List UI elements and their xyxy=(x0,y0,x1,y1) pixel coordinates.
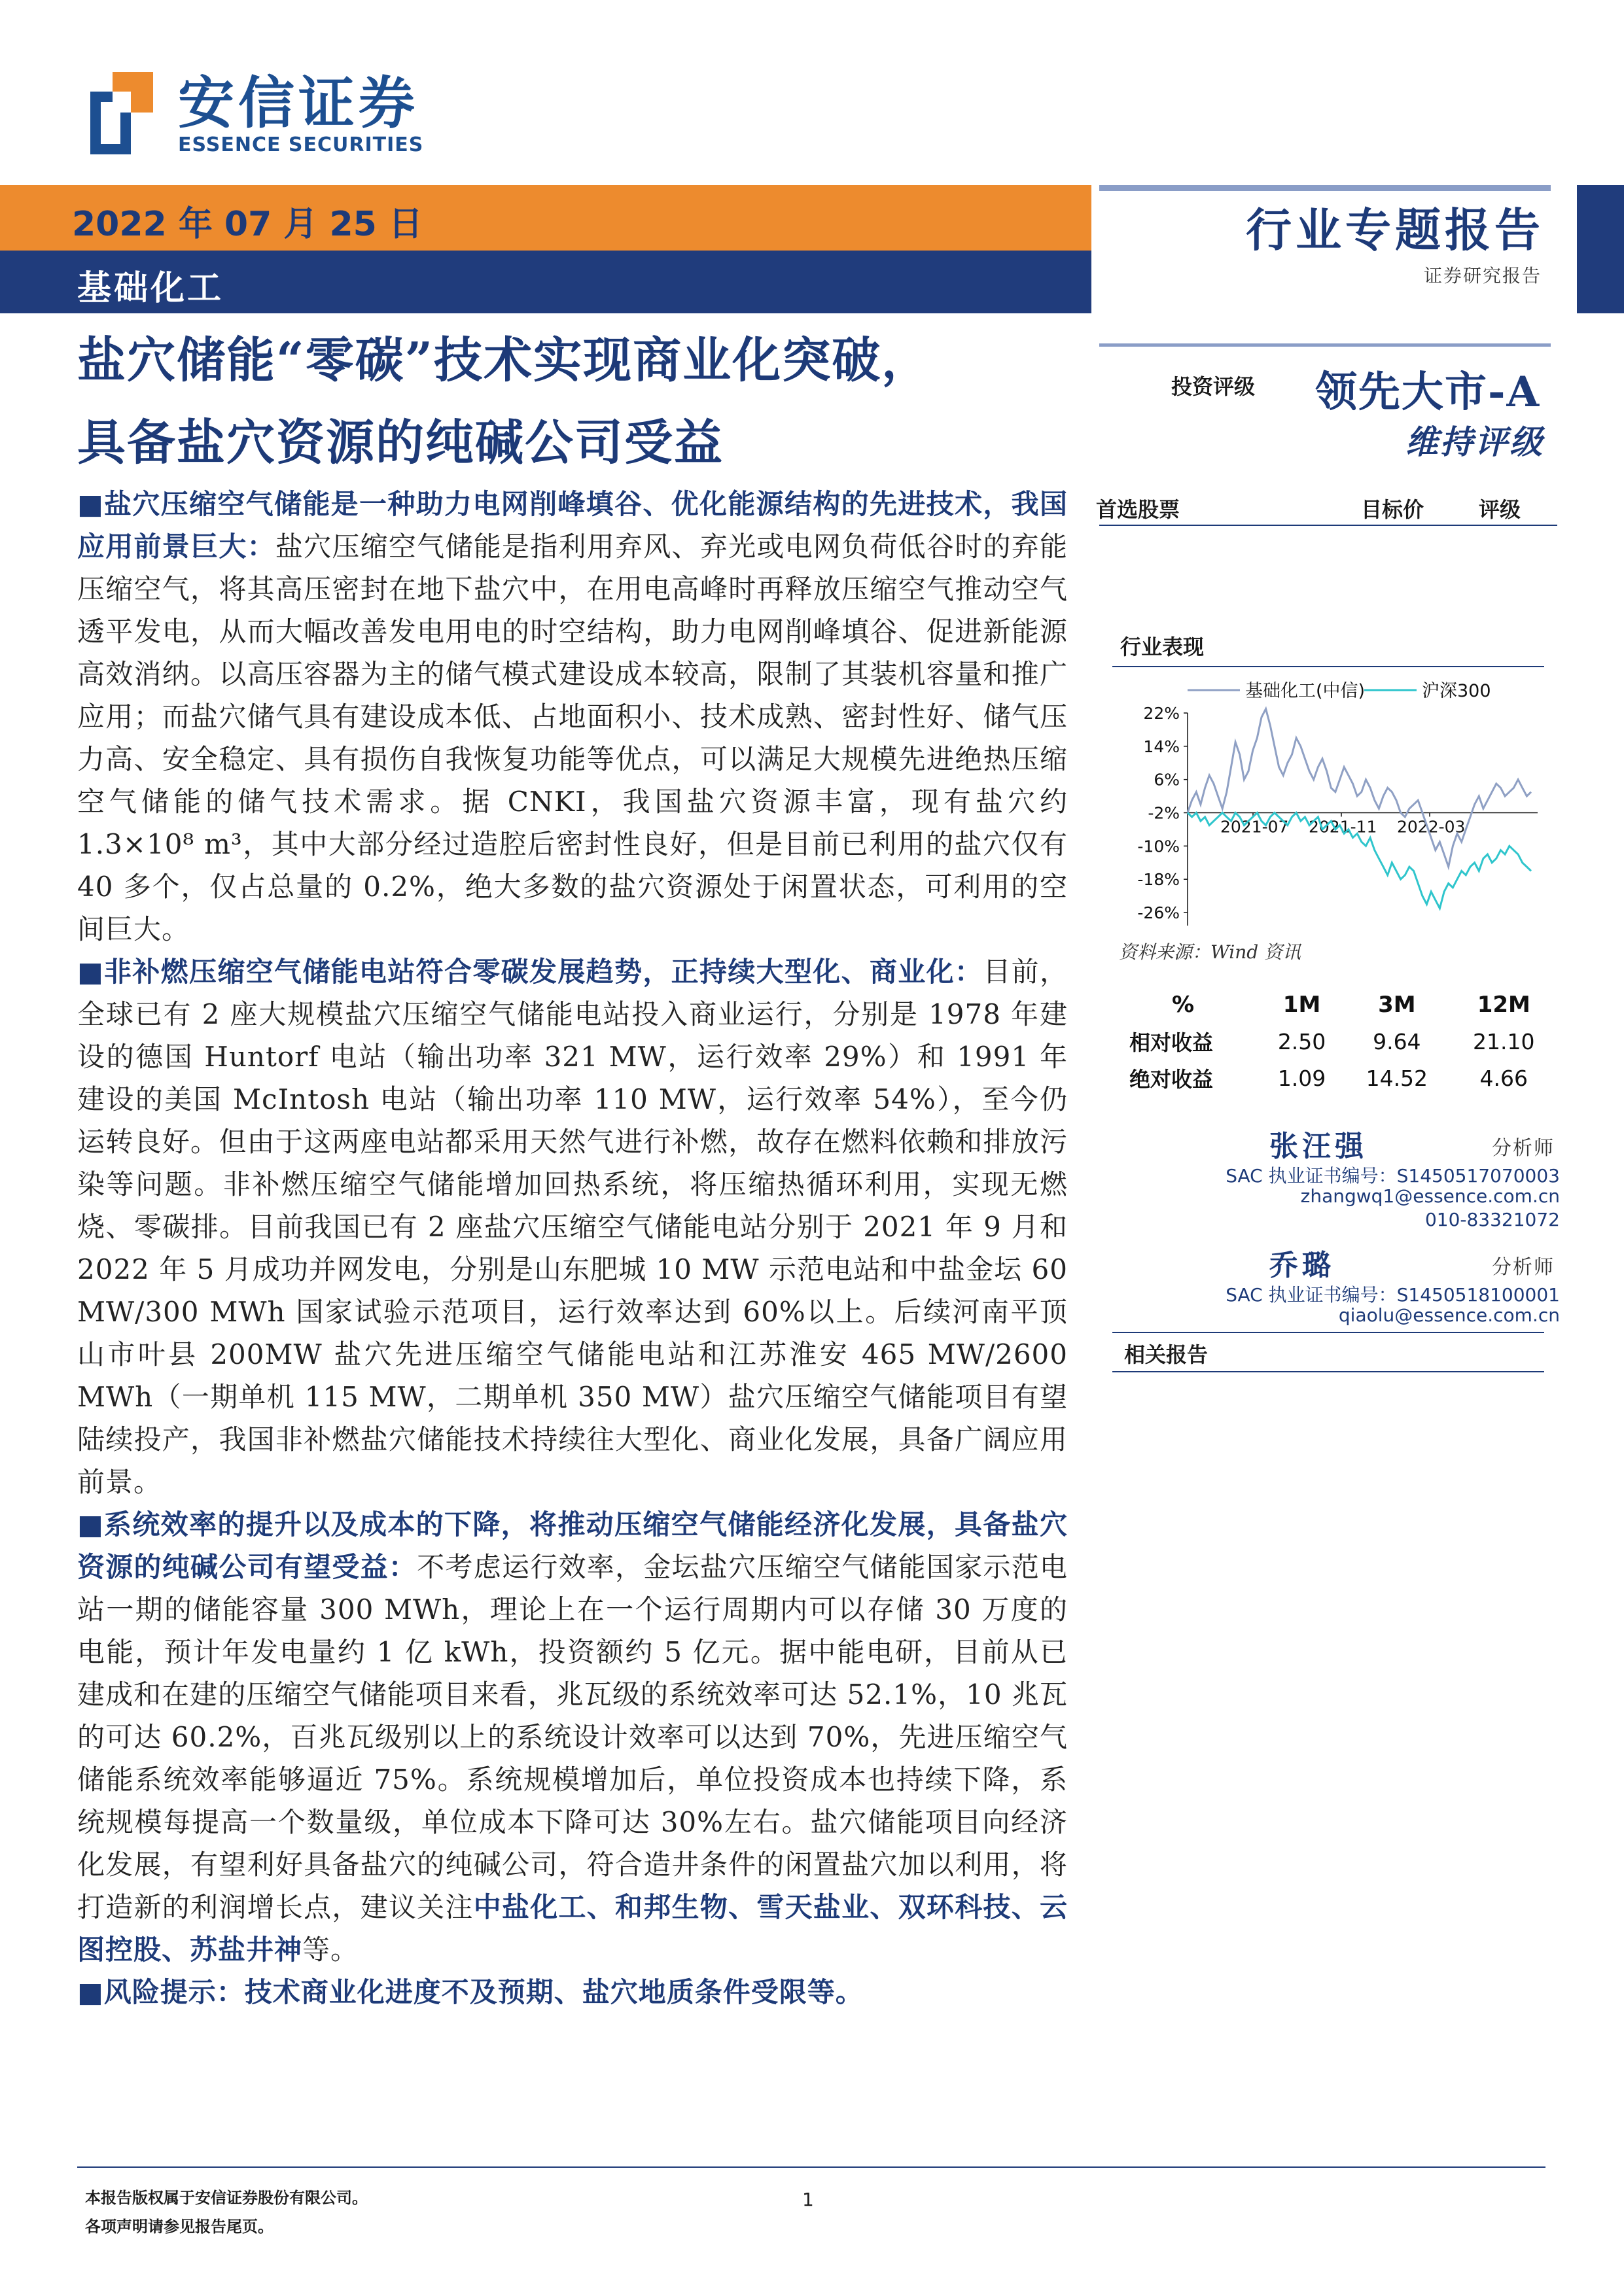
footer-disclaimer: 各项声明请参见报告尾页。 xyxy=(85,2217,274,2236)
y-tick-label: -2% xyxy=(1148,803,1180,823)
report-body xyxy=(77,483,1068,2013)
analyst-email[interactable]: zhangwq1@essence.com.cn xyxy=(1300,1185,1560,1207)
paragraph-text: 不考虑运行效率，金坛盐穴压缩空气储能国家示范电站一期的储能容量 300 MWh，理论上在一个运行周期内可以存储 30 万度的电能，预计年发电量约 1 亿 kWh，投资额约 5 亿元。据中能电研，目前从已建成和在建的压缩空气储能项目来看，兆瓦级的系统效率可达 52.1%，10 兆瓦的可达 60.2%，百兆瓦级别以上的系统设计效率可以达到 70%，先进压缩空气储能系统效率能够逼近 75%。系统规模增加后，单位投资成本也持续下降，系统规模每提高一个数量级，单位成本下降可达 30%左右。盐穴储能项目向经济化发展，有望利好具备盐穴的纯碱公司，符合造井条件的闲置盐穴加以利用，将打造新的利润增长点，建议关注 xyxy=(77,1551,1068,1923)
performance-cell: 21.10 xyxy=(1473,1028,1535,1054)
report-type: 行业专题报告 xyxy=(1246,203,1544,257)
performance-cell: 4.66 xyxy=(1479,1065,1528,1091)
rating-label: 投资评级 xyxy=(1171,374,1256,399)
legend-label: 沪深300 xyxy=(1422,681,1491,701)
analyst-sac: SAC 执业证书编号：S1450518100001 xyxy=(1226,1284,1560,1306)
performance-header-cell: 3M xyxy=(1378,992,1416,1018)
industry-heading: 行业表现 xyxy=(1120,635,1205,659)
side-accent-bar xyxy=(1577,185,1624,313)
y-tick-label: 14% xyxy=(1143,737,1180,756)
body-paragraph xyxy=(77,950,1068,1503)
analyst-role: 分析师 xyxy=(1492,1137,1555,1160)
report-date: 2022 年 07 月 25 日 xyxy=(72,205,423,244)
x-tick-label: 2021-07 xyxy=(1220,817,1289,837)
performance-cell: 2.50 xyxy=(1277,1028,1326,1054)
paragraph-text: 盐穴压缩空气储能是指利用弃风、弃光或电网负荷低谷时的弃能压缩空气，将其高压密封在地下盐穴中，在用电高峰时再释放压缩空气推动空气透平发电，从而大幅改善发电用电的时空结构，助力电网削峰填谷、促进新能源高效消纳。以高压容器为主的储气模式建设成本较高，限制了其装机容量和推广应用；而盐穴储气具有建设成本低、占地面积小、技术成熟、密封性好、储气压力高、安全稳定、具有损伤自我恢复功能等优点，可以满足大规模先进绝热压缩空气储能的储气技术需求。据 CNKI，我国盐穴资源丰富，现有盐穴约 1.3×10⁸ m³，其中大部分经过造腔后密封性良好，但是目前已利用的盐穴仅有 40 多个，仅占总量的 0.2%，绝大多数的盐穴资源处于闲置状态，可利用的空间巨大。 xyxy=(77,531,1068,945)
recommended-stocks: 中盐化工、和邦生物、雪天盐业、双环科技、云图控股、苏盐井神 xyxy=(77,1891,1068,1966)
paragraph-lead: 非补燃压缩空气储能电站符合零碳发展趋势，正持续大型化、商业化： xyxy=(104,956,983,988)
performance-cell: 1.09 xyxy=(1277,1065,1326,1091)
logo-chinese: 安信证券 xyxy=(178,71,419,136)
picks-col-stock: 首选股票 xyxy=(1096,497,1180,522)
paragraph-text: 等。 xyxy=(302,1934,359,1966)
picks-col-rating: 评级 xyxy=(1479,497,1521,522)
y-tick-label: -26% xyxy=(1137,903,1180,922)
analyst-role: 分析师 xyxy=(1492,1256,1555,1279)
analyst-phone: 010-83321072 xyxy=(1424,1209,1560,1230)
industry-rule xyxy=(1112,666,1544,667)
rating-value: 领先大市-A xyxy=(1315,368,1541,417)
performance-row-label: 相对收益 xyxy=(1129,1030,1214,1055)
risk-warning: 风险提示：技术商业化进度不及预期、盐穴地质条件受限等。 xyxy=(103,1976,864,2008)
performance-cell: 14.52 xyxy=(1366,1065,1428,1091)
related-heading: 相关报告 xyxy=(1124,1342,1209,1367)
sector-label: 基础化工 xyxy=(77,268,224,308)
related-rule-bottom xyxy=(1112,1371,1544,1372)
picks-col-target: 目标价 xyxy=(1361,497,1424,522)
analyst-name: 张汪强 xyxy=(1269,1130,1368,1163)
industry-performance-chart xyxy=(1112,670,1557,932)
square-bullet-icon: ■ xyxy=(77,1976,104,2008)
related-rule-top xyxy=(1112,1332,1544,1333)
body-paragraph xyxy=(77,1503,1068,1971)
performance-header-cell: 12M xyxy=(1477,992,1530,1018)
performance-row-label: 绝对收益 xyxy=(1129,1067,1214,1092)
x-tick-label: 2021-11 xyxy=(1309,817,1377,837)
essence-logo-icon xyxy=(90,72,153,154)
x-tick-label: 2022-03 xyxy=(1397,817,1466,837)
chart-source: 资料来源：Wind 资讯 xyxy=(1119,941,1301,963)
square-bullet-icon: ■ xyxy=(77,956,105,988)
paragraph-lead: 盐穴压缩空气储能是一种助力电网削峰填谷、优化能源结构的先进技术，我国应用前景巨大： xyxy=(77,488,1068,563)
performance-row xyxy=(1106,1023,1557,1060)
rating-rule xyxy=(1099,343,1551,347)
y-tick-label: -10% xyxy=(1137,837,1180,856)
body-paragraph xyxy=(77,483,1068,950)
y-tick-label: 22% xyxy=(1143,704,1180,723)
analyst-sac: SAC 执业证书编号：S1450517070003 xyxy=(1226,1165,1560,1187)
report-subtitle: 证券研究报告 xyxy=(1423,265,1542,287)
square-bullet-icon: ■ xyxy=(77,488,105,520)
title-line-2: 具备盐穴资源的纯碱公司受益 xyxy=(77,415,724,471)
logo-english: ESSENCE SECURITIES xyxy=(178,133,424,156)
footer-rule xyxy=(77,2166,1545,2168)
analyst-email[interactable]: qiaolu@essence.com.cn xyxy=(1338,1304,1560,1326)
square-bullet-icon: ■ xyxy=(77,1508,105,1540)
performance-cell: 9.64 xyxy=(1373,1028,1421,1054)
picks-rule xyxy=(1099,525,1557,526)
paragraph-lead: 系统效率的提升以及成本的下降，将推动压缩空气储能经济化发展，具备盐穴资源的纯碱公司有望受益： xyxy=(77,1508,1068,1583)
y-tick-label: 6% xyxy=(1154,770,1180,790)
legend-label: 基础化工(中信) xyxy=(1245,681,1366,701)
performance-header-cell: 1M xyxy=(1282,992,1321,1018)
body-paragraph xyxy=(77,1971,1068,2013)
title-line-1: 盐穴储能“零碳”技术实现商业化突破， xyxy=(77,332,932,389)
rating-status: 维持评级 xyxy=(1405,423,1544,461)
header-rule xyxy=(1099,185,1551,191)
report-title xyxy=(77,319,1098,484)
footer-copyright: 本报告版权属于安信证券股份有限公司。 xyxy=(85,2188,368,2207)
performance-header-cell: % xyxy=(1171,992,1195,1018)
paragraph-text: 目前，全球已有 2 座大规模盐穴压缩空气储能电站投入商业运行，分别是 1978 年建设的德国 Huntorf 电站（输出功率 321 MW，运行效率 29%）和 1991 年建设的美国 McIntosh 电站（输出功率 110 MW，运行效率 54%），至今仍运转良好。但由于这两座电站都采用天然气进行补燃，故存在燃料依赖和排放污染等问题。非补燃压缩空气储能增加回热系统，将压缩热循环利用，实现无燃烧、零碳排。目前我国已有 2 座盐穴压缩空气储能电站分别于 2021 年 9 月和 2022 年 5 月成功并网发电，分别是山东肥城 10 MW 示范电站和中盐金坛 60 MW/300 MWh 国家试验示范项目，运行效率达到 60%以上。后续河南平顶山市叶县 200MW 盐穴先进压缩空气储能电站和江苏淮安 465 MW/2600 MWh（一期单机 115 MW，二期单机 350 MW）盐穴压缩空气储能项目有望陆续投产，我国非补燃盐穴储能技术持续往大型化、商业化发展，具备广阔应用前景。 xyxy=(77,956,1068,1498)
y-tick-label: -18% xyxy=(1137,870,1180,890)
performance-row xyxy=(1106,1060,1557,1096)
page-number: 1 xyxy=(802,2189,814,2210)
analyst-name: 乔璐 xyxy=(1269,1249,1335,1282)
performance-header-row xyxy=(1106,986,1557,1023)
series-line xyxy=(1188,709,1531,867)
performance-table xyxy=(1106,986,1557,1096)
